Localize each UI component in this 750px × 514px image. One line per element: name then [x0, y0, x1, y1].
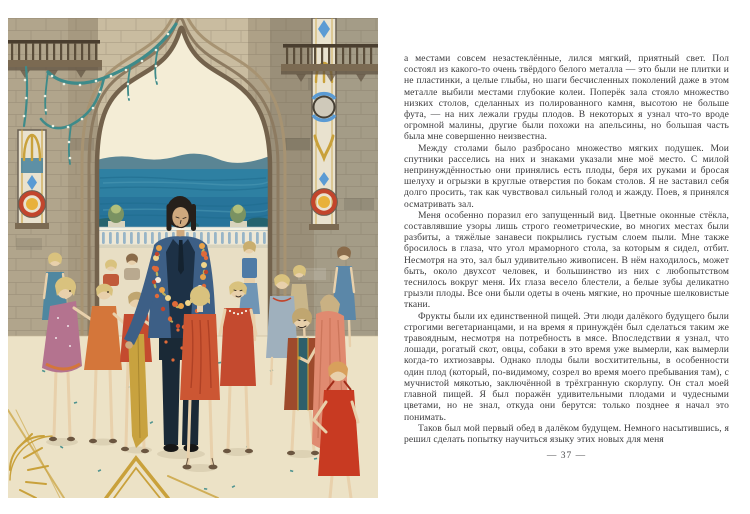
book-illustration	[8, 18, 378, 498]
stained-glass-left	[15, 130, 49, 229]
page-number: — 37 —	[546, 451, 587, 461]
left-page	[8, 18, 378, 498]
paragraph-3: Меня особенно поразил его запущенный вид. Цветные оконные стёкла, составлявшие узоры лишь строго геометрические, во многих местах были разбиты, а тяжёлые занавеси покрылись густым слоем пыли. Мне также бросилось в глаза, что угол мраморного стола, за которым я сидел, отбит. Несмотря на это, зал был удивительно живописен. В нём находилось, может быть, около двухсот человек, и большинство из них с любопытством теснилось вокруг меня. Их глаза весело блестели, а белые зубы деликатно грызли плоды. Все они были одеты в очень мягкие, но прочные шелковистые ткани.	[404, 209, 729, 311]
paragraph-1: а местами совсем незастеклённые, лился мягкий, приятный свет. Пол состоял из какого-то очень твёрдого белого металла — это были не плитки и не пластинки, а целые глыбы, но шаги бесчисленных поколений даже в этом металле выбили местами глубокие колеи. Поперёк зала стояло множество низких столов, сделанных из полированного камня, высотою не больше фута, — на них лежали груды плодов. В некоторых я узнал что-то вроде огромной малины, другие были похожи на апельсины, но большая часть была мне совершенно неизвестна.	[404, 53, 729, 143]
paragraph-2: Между столами было разбросано множество мягких подушек. Мои спутники расселись на них и знаками указали мне моё место. С милой непринуждённостью они принялись есть плоды, беря их руками и бросая шелуху и огрызки в круглые отверстия по бокам столов. Я не заставил себя долго просить, так как чувствовал сильный голод и жажду. Поев, я принялся осматривать зал.	[404, 142, 729, 210]
paragraph-5: Таков был мой первый обед в далёком будущем. Немного насытившись, я решил сделать попытку научиться языку этих новых для меня	[404, 422, 729, 445]
stained-glass-right	[309, 18, 339, 230]
paragraph-4: Фрукты были их единственной пищей. Эти люди далёкого будущего были строгими вегетарианцами, и на время я принуждён был сделаться таким же травоядным, несмотря на потребность в мясе. Впоследствии я узнал, что лошади, рогатый скот, овцы, собаки в это время уже вымерли, как вымерли когда-то ихтиозавры. Однако плоды были восхитительны, в особенности один плод (который, по-видимому, созрел во время моего пребывания там), с мучнистой мякотью, заключённой в трёхгранную скорлупу. Он стал моей главной пищей. Я был поражён удивительными плодами и чудесными цветами, но не знал, откуда они берутся: только позднее я начал это понимать.	[404, 310, 729, 423]
right-page	[404, 0, 729, 514]
page-text-block	[404, 53, 729, 445]
